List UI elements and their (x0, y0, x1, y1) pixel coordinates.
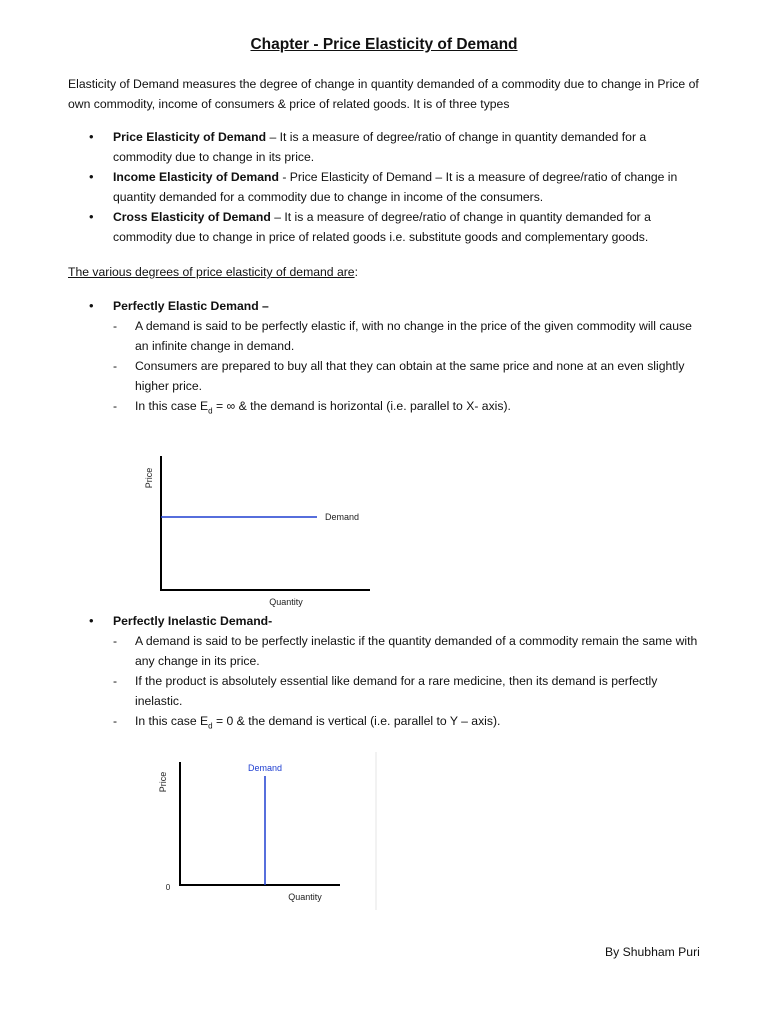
perfectly-inelastic-points (113, 631, 708, 736)
y-axis-label: Price (144, 467, 154, 489)
list-item: - A demand is said to be perfectly elastic if, with no change in the price of the given commodity will cause an infinite change in demand. (113, 316, 708, 356)
term-label: Price Elasticity of Demand (113, 130, 267, 144)
degrees-heading: The various degrees of price elasticity of demand are: (68, 265, 358, 279)
origin-label: 0 (165, 883, 171, 892)
x-axis-label: Quantity (288, 892, 322, 902)
term-description: It is a measure of degree/ratio of change in quantity demanded for a commodity due to change in price of related goods i.e. substitute goods and complementary goods. (113, 210, 651, 244)
x-axis-label: Quantity (269, 597, 303, 607)
list-item: - Consumers are prepared to buy all that they can obtain at the same price and none at an even slightly higher price. (113, 356, 708, 396)
list-item: - If the product is absolutely essential like demand for a rare medicine, then its demand is perfectly inelastic. (113, 671, 708, 711)
document-page: Chapter - Price Elasticity of Demand Elasticity of Demand measures the degree of change in quantity demanded of a commodity due to change in Price of own commodity, income of consumers & price of related goods. It is of three types • Price Elasticity of Demand – It is a measure of degree/ratio of change in quantity demanded for a commodity due to change in its price. • Income Elasticity of Demand - Price Elasticity of Demand – It is a measure of degree/ratio of change in quantity demanded for a commodity due to change in income of the consumers. • Cross Elasticity of Demand – It is a measure of degree/ratio of change in quantity demanded for a commodity due to change in price of related goods i.e. substitute goods and complementary goods. The various degrees of price elasticity of demand are: • Perfectly Elastic Demand – - A demand is said to be perfectly elastic if, with no change in the price of the given commodity will cause an infinite change in demand. - Consumers are prepared to buy all that they can obtain at the same price and none at an even slightly higher price. - In this case $E_d$ = ∞ & the demand is horizontal (i.e. parallel to X- axis). Price Quantity Demand • Perfectly Inelastic Demand- - A demand is said to be perfectly inelastic if the quantity demanded of a commodity remain the same with any change in its price. - If the product is absolutely essential like demand for a rare medicine, then its demand is perfectly inelastic. - In this case $E_d = 0$ & the demand is vertical (i.e. parallel to Y – axis). Price Quantity 0 Demand By Shubham Puri (0, 0, 768, 1024)
term-label: Income Elasticity of Demand (113, 170, 279, 184)
list-item: - In this case $E_d = 0$ & the demand is vertical (i.e. parallel to Y – axis). (113, 711, 708, 736)
author-byline: By Shubham Puri (605, 945, 700, 959)
page-title: Chapter - Price Elasticity of Demand (250, 36, 518, 53)
perfectly-inelastic-chart (150, 752, 380, 912)
term-description: Price Elasticity of Demand – It is a measure of degree/ratio of change in quantity demanded for a commodity due to change in income of the consumers. (113, 170, 678, 204)
demand-series-label: Demand (325, 512, 360, 522)
list-item: - In this case $E_d$ = ∞ & the demand is horizontal (i.e. parallel to X- axis). (113, 396, 708, 421)
term-description: It is a measure of degree/ratio of change in quantity demanded for a commodity due to change in its price. (113, 130, 647, 164)
demand-series-label: Demand (247, 763, 283, 773)
intro-paragraph: Elasticity of Demand measures the degree of change in quantity demanded of a commodity due to change in Price of own commodity, income of consumers & price of related goods. It is of three types (68, 77, 699, 111)
term-label: Cross Elasticity of Demand (113, 210, 271, 224)
list-item: - A demand is said to be perfectly inelastic if the quantity demanded of a commodity remain the same with any change in its price. (113, 631, 708, 671)
list-item: • Income Elasticity of Demand - Price Elasticity of Demand – It is a measure of degree/ratio of change in quantity demanded for a commodity due to change in income of the consumers. (68, 167, 708, 207)
perfectly-elastic-chart (130, 448, 380, 613)
elasticity-types-list (68, 127, 708, 247)
list-item: • Cross Elasticity of Demand – It is a measure of degree/ratio of change in quantity demanded for a commodity due to change in price of related goods i.e. substitute goods and complementary goods. (68, 207, 708, 247)
y-axis-label: Price (158, 771, 168, 793)
perfectly-elastic-points (113, 316, 708, 421)
list-item: • Price Elasticity of Demand – It is a measure of degree/ratio of change in quantity demanded for a commodity due to change in its price. (68, 127, 708, 167)
